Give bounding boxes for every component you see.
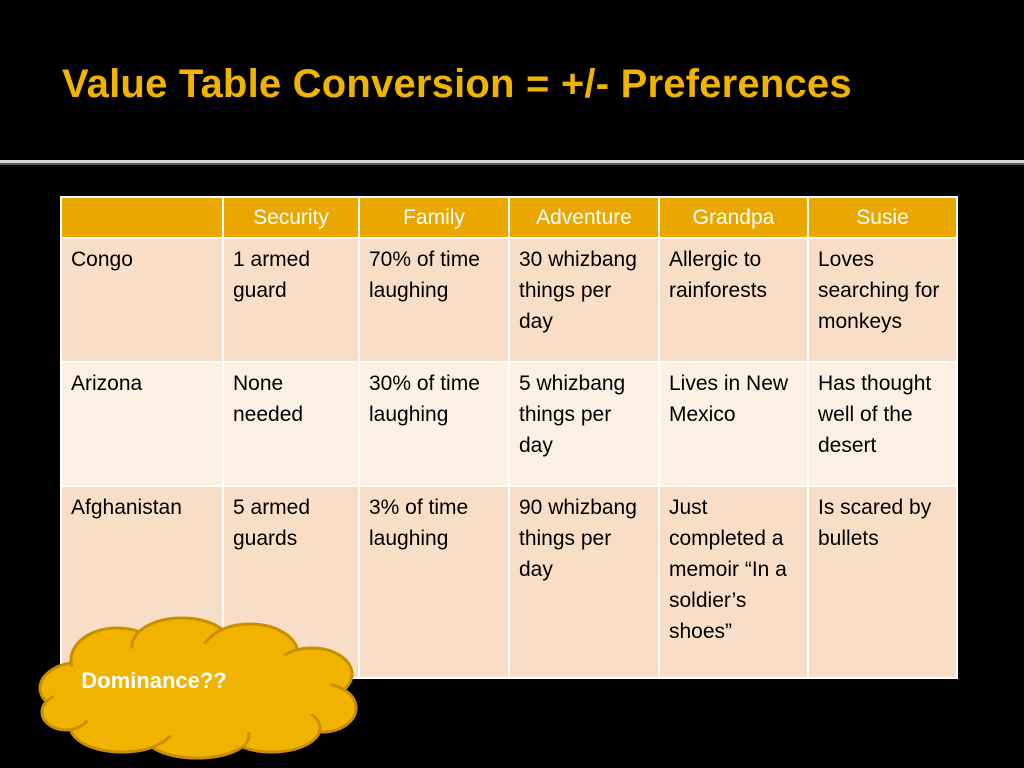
table-cell: 1 armed guard: [223, 238, 359, 362]
header-cell-family: Family: [359, 197, 509, 238]
table-cell: 90 whizbang things per day: [509, 486, 659, 678]
row-label-cell: Congo: [61, 238, 223, 362]
header-cell-adventure: Adventure: [509, 197, 659, 238]
table-cell: 70% of time laughing: [359, 238, 509, 362]
row-label-cell: Arizona: [61, 362, 223, 486]
table-cell: None needed: [223, 362, 359, 486]
table-cell: 3% of time laughing: [359, 486, 509, 678]
table-cell: Just completed a memoir “In a soldier’s shoes”: [659, 486, 808, 678]
table-cell: Lives in New Mexico: [659, 362, 808, 486]
table-row: [61, 362, 957, 486]
table-header-row: [61, 197, 957, 238]
header-cell-corner: [61, 197, 223, 238]
cloud-callout-label: Dominance??: [81, 668, 227, 693]
table-cell: 5 whizbang things per day: [509, 362, 659, 486]
table-row: [61, 238, 957, 362]
slide-title: Value Table Conversion = +/- Preferences: [62, 62, 852, 106]
header-cell-security: Security: [223, 197, 359, 238]
row-label-cell: Afghanistan: [61, 486, 223, 678]
table-cell: Has thought well of the desert: [808, 362, 957, 486]
table-cell: 30 whizbang things per day: [509, 238, 659, 362]
table-cell: 30% of time laughing: [359, 362, 509, 486]
title-bar: [0, 0, 1024, 160]
value-table: [60, 196, 958, 679]
table-cell: Loves searching for monkeys: [808, 238, 957, 362]
table-cell: Is scared by bullets: [808, 486, 957, 678]
header-cell-grandpa: Grandpa: [659, 197, 808, 238]
table-cell: 5 armed guards: [223, 486, 359, 678]
table-cell: Allergic to rainforests: [659, 238, 808, 362]
header-cell-susie: Susie: [808, 197, 957, 238]
